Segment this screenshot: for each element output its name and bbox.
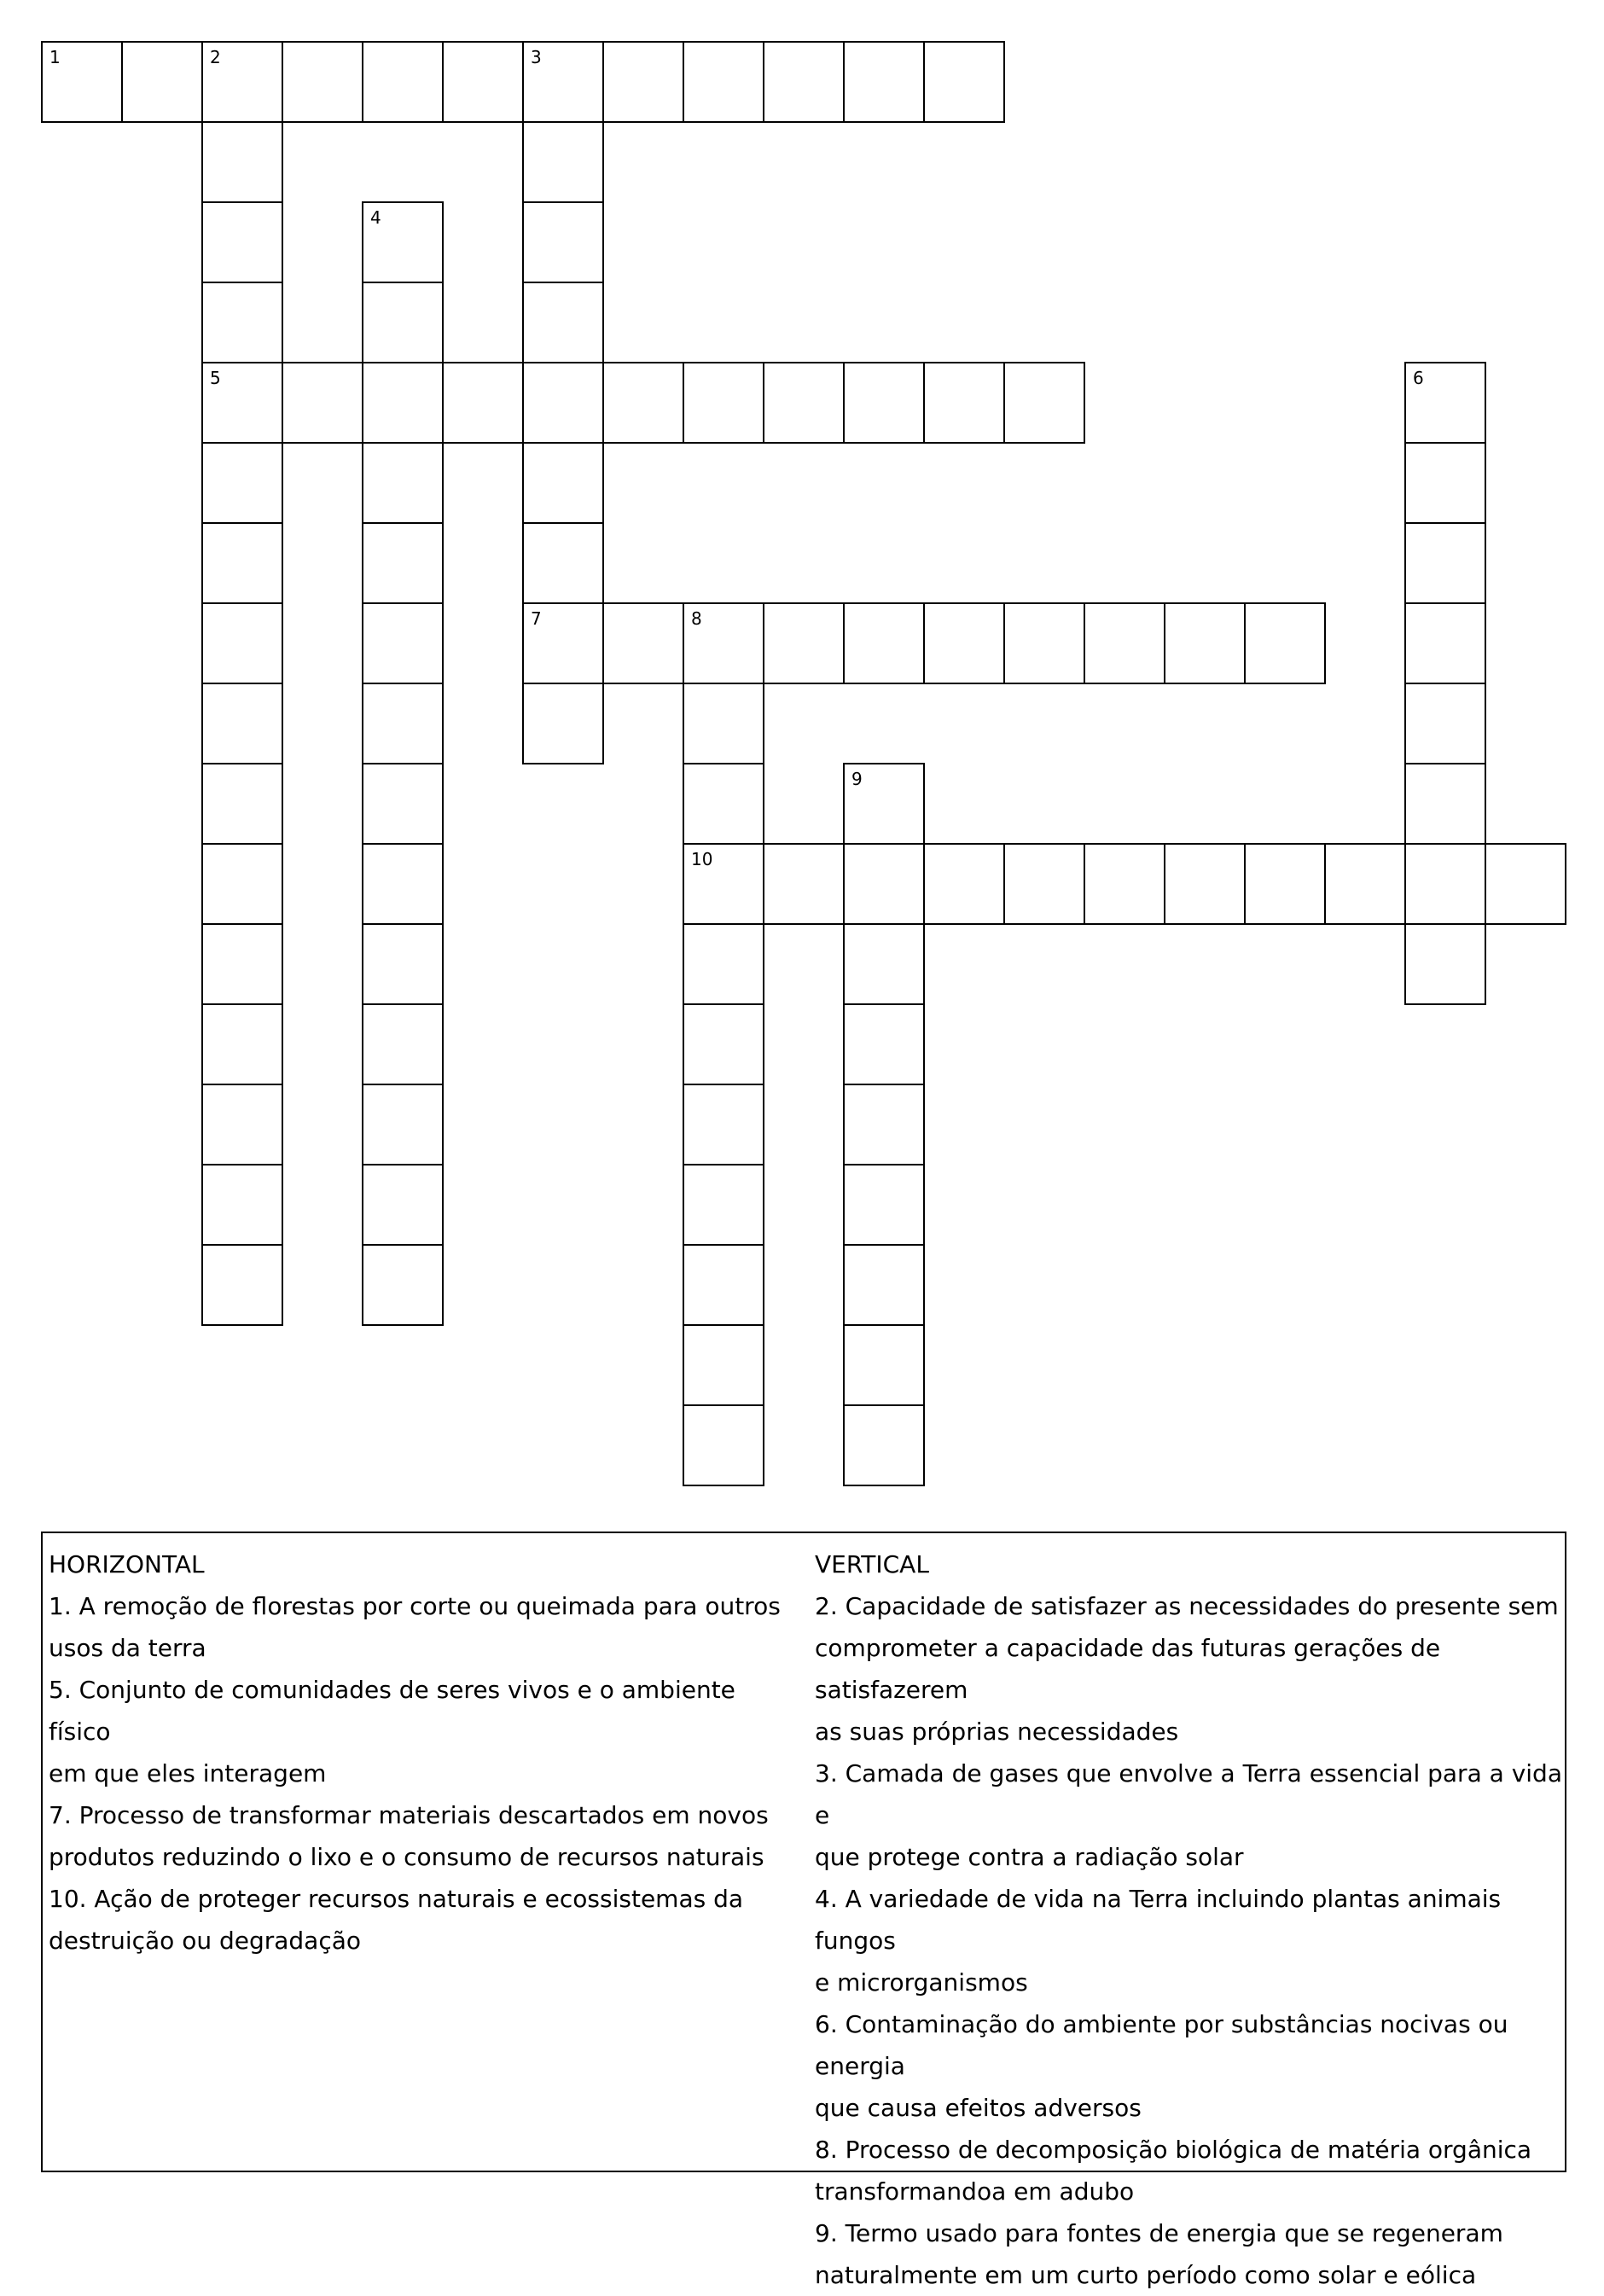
clue-line: que causa efeitos adversos (815, 2094, 1142, 2122)
grid-cell[interactable] (923, 843, 1005, 925)
grid-cell[interactable] (683, 763, 764, 845)
clue-line: em que eles interagem (49, 1759, 327, 1787)
grid-cell[interactable] (362, 843, 444, 925)
grid-cell[interactable] (1404, 683, 1486, 764)
grid-cell[interactable] (1084, 602, 1165, 684)
grid-cell[interactable] (1404, 843, 1486, 925)
clue-line: 2. Capacidade de satisfazer as necessidades do presente sem (815, 1592, 1559, 1620)
grid-cell[interactable] (522, 282, 604, 363)
grid-cell[interactable] (683, 843, 764, 925)
grid-cell[interactable] (1404, 923, 1486, 1005)
grid-cell[interactable] (843, 1003, 925, 1085)
grid-cell[interactable] (1244, 602, 1326, 684)
cell-number: 5 (210, 368, 221, 388)
grid-cell[interactable] (201, 522, 283, 604)
clue-line: 3. Camada de gases que envolve a Terra essencial para a vida e (815, 1759, 1562, 1829)
grid-cell[interactable] (522, 121, 604, 203)
grid-cell[interactable] (683, 683, 764, 764)
horizontal-clues (49, 1543, 799, 1962)
grid-cell[interactable] (522, 442, 604, 524)
grid-cell[interactable] (602, 602, 684, 684)
grid-cell[interactable] (522, 683, 604, 764)
cell-number: 6 (1413, 368, 1424, 388)
grid-cell[interactable] (522, 41, 604, 123)
grid-cell[interactable] (522, 201, 604, 283)
grid-cell[interactable] (201, 923, 283, 1005)
grid-cell[interactable] (442, 362, 524, 444)
clue-line: as suas próprias necessidades (815, 1718, 1179, 1746)
grid-cell[interactable] (843, 923, 925, 1005)
grid-cell[interactable] (763, 362, 845, 444)
grid-cell[interactable] (362, 763, 444, 845)
grid-cell[interactable] (602, 41, 684, 123)
cell-number: 7 (531, 608, 542, 629)
grid-cell[interactable] (683, 1404, 764, 1486)
grid-cell[interactable] (362, 1084, 444, 1165)
grid-cell[interactable] (763, 843, 845, 925)
clue-line: naturalmente em um curto período como solar e eólica (815, 2261, 1477, 2289)
clue-line: 8. Processo de decomposição biológica de matéria orgânica (815, 2136, 1532, 2164)
grid-cell[interactable] (1084, 843, 1165, 925)
cell-number: 8 (691, 608, 702, 629)
horizontal-heading: HORIZONTAL (49, 1550, 205, 1578)
clue-line: 7. Processo de transformar materiais descartados em novos (49, 1801, 769, 1829)
clue-line: que protege contra a radiação solar (815, 1843, 1244, 1871)
vertical-clues (815, 1543, 1566, 2296)
grid-cell[interactable] (843, 602, 925, 684)
clue-line: 9. Termo usado para fontes de energia que se regeneram (815, 2219, 1503, 2247)
grid-cell[interactable] (362, 362, 444, 444)
vertical-heading: VERTICAL (815, 1550, 929, 1578)
grid-cell[interactable] (201, 683, 283, 764)
clue-line: 1. A remoção de florestas por corte ou queimada para outros (49, 1592, 781, 1620)
clue-line: e microrganismos (815, 1968, 1028, 1997)
grid-cell[interactable] (201, 763, 283, 845)
grid-cell[interactable] (683, 1244, 764, 1326)
grid-cell[interactable] (1003, 362, 1085, 444)
cell-number: 10 (691, 849, 713, 869)
grid-cell[interactable] (843, 1164, 925, 1246)
grid-cell[interactable] (843, 1404, 925, 1486)
grid-cell[interactable] (201, 1003, 283, 1085)
grid-cell[interactable] (522, 602, 604, 684)
grid-cell[interactable] (201, 1084, 283, 1165)
grid-cell[interactable] (923, 602, 1005, 684)
clue-line: comprometer a capacidade das futuras gerações de satisfazerem (815, 1634, 1441, 1704)
grid-cell[interactable] (923, 362, 1005, 444)
grid-cell[interactable] (843, 843, 925, 925)
grid-cell[interactable] (1404, 602, 1486, 684)
grid-cell[interactable] (201, 282, 283, 363)
grid-cell[interactable] (1003, 602, 1085, 684)
grid-cell[interactable] (843, 1084, 925, 1165)
clue-line: produtos reduzindo o lixo e o consumo de recursos naturais (49, 1843, 764, 1871)
grid-cell[interactable] (362, 282, 444, 363)
grid-cell[interactable] (1164, 602, 1246, 684)
cell-number: 9 (851, 769, 863, 789)
grid-cell[interactable] (362, 1003, 444, 1085)
grid-cell[interactable] (1244, 843, 1326, 925)
clue-line: usos da terra (49, 1634, 206, 1662)
grid-cell[interactable] (843, 41, 925, 123)
grid-cell[interactable] (362, 602, 444, 684)
grid-cell[interactable] (683, 362, 764, 444)
grid-cell[interactable] (201, 843, 283, 925)
grid-cell[interactable] (362, 1164, 444, 1246)
grid-cell[interactable] (362, 1244, 444, 1326)
grid-cell[interactable] (362, 41, 444, 123)
cell-number: 2 (210, 47, 221, 67)
grid-cell[interactable] (843, 362, 925, 444)
grid-cell[interactable] (843, 1324, 925, 1406)
grid-cell[interactable] (1003, 843, 1085, 925)
grid-cell[interactable] (1485, 843, 1566, 925)
grid-cell[interactable] (923, 41, 1005, 123)
grid-cell[interactable] (201, 1164, 283, 1246)
cell-number: 3 (531, 47, 542, 67)
grid-cell[interactable] (362, 923, 444, 1005)
grid-cell[interactable] (201, 121, 283, 203)
grid-cell[interactable] (683, 1003, 764, 1085)
grid-cell[interactable] (843, 1244, 925, 1326)
grid-cell[interactable] (201, 201, 283, 283)
grid-cell[interactable] (201, 1244, 283, 1326)
grid-cell[interactable] (602, 362, 684, 444)
grid-cell[interactable] (1164, 843, 1246, 925)
clue-line: 5. Conjunto de comunidades de seres vivos e o ambiente físico (49, 1676, 735, 1746)
grid-cell[interactable] (522, 362, 604, 444)
grid-cell[interactable] (763, 602, 845, 684)
grid-cell[interactable] (683, 41, 764, 123)
grid-cell[interactable] (683, 1324, 764, 1406)
grid-cell[interactable] (41, 41, 123, 123)
grid-cell[interactable] (442, 41, 524, 123)
clue-line: transformandoa em adubo (815, 2177, 1135, 2206)
grid-cell[interactable] (362, 522, 444, 604)
grid-cell[interactable] (1404, 522, 1486, 604)
clue-line: 6. Contaminação do ambiente por substâncias nocivas ou energia (815, 2010, 1508, 2080)
grid-cell[interactable] (1404, 763, 1486, 845)
cell-number: 4 (370, 207, 381, 228)
grid-cell[interactable] (843, 763, 925, 845)
clue-line: 4. A variedade de vida na Terra incluindo plantas animais fungos (815, 1885, 1502, 1955)
grid-cell[interactable] (1404, 362, 1486, 444)
clues-box (41, 1532, 1566, 2289)
grid-cell[interactable] (362, 201, 444, 283)
grid-cell[interactable] (1404, 442, 1486, 524)
grid-cell[interactable] (201, 602, 283, 684)
grid-cell[interactable] (683, 1084, 764, 1165)
clue-line: 10. Ação de proteger recursos naturais e ecossistemas da (49, 1885, 744, 1913)
grid-cell[interactable] (362, 683, 444, 764)
grid-cell[interactable] (763, 41, 845, 123)
cell-number: 1 (49, 47, 61, 67)
grid-cell[interactable] (282, 362, 363, 444)
grid-cell[interactable] (282, 41, 363, 123)
grid-cell[interactable] (362, 442, 444, 524)
grid-cell[interactable] (201, 362, 283, 444)
grid-cell[interactable] (201, 41, 283, 123)
grid-cell[interactable] (522, 522, 604, 604)
grid-cell[interactable] (683, 602, 764, 684)
grid-cell[interactable] (683, 1164, 764, 1246)
grid-cell[interactable] (201, 442, 283, 524)
grid-cell[interactable] (683, 923, 764, 1005)
clue-line: destruição ou degradação (49, 1927, 362, 1955)
grid-cell[interactable] (1324, 843, 1406, 925)
grid-cell[interactable] (121, 41, 203, 123)
